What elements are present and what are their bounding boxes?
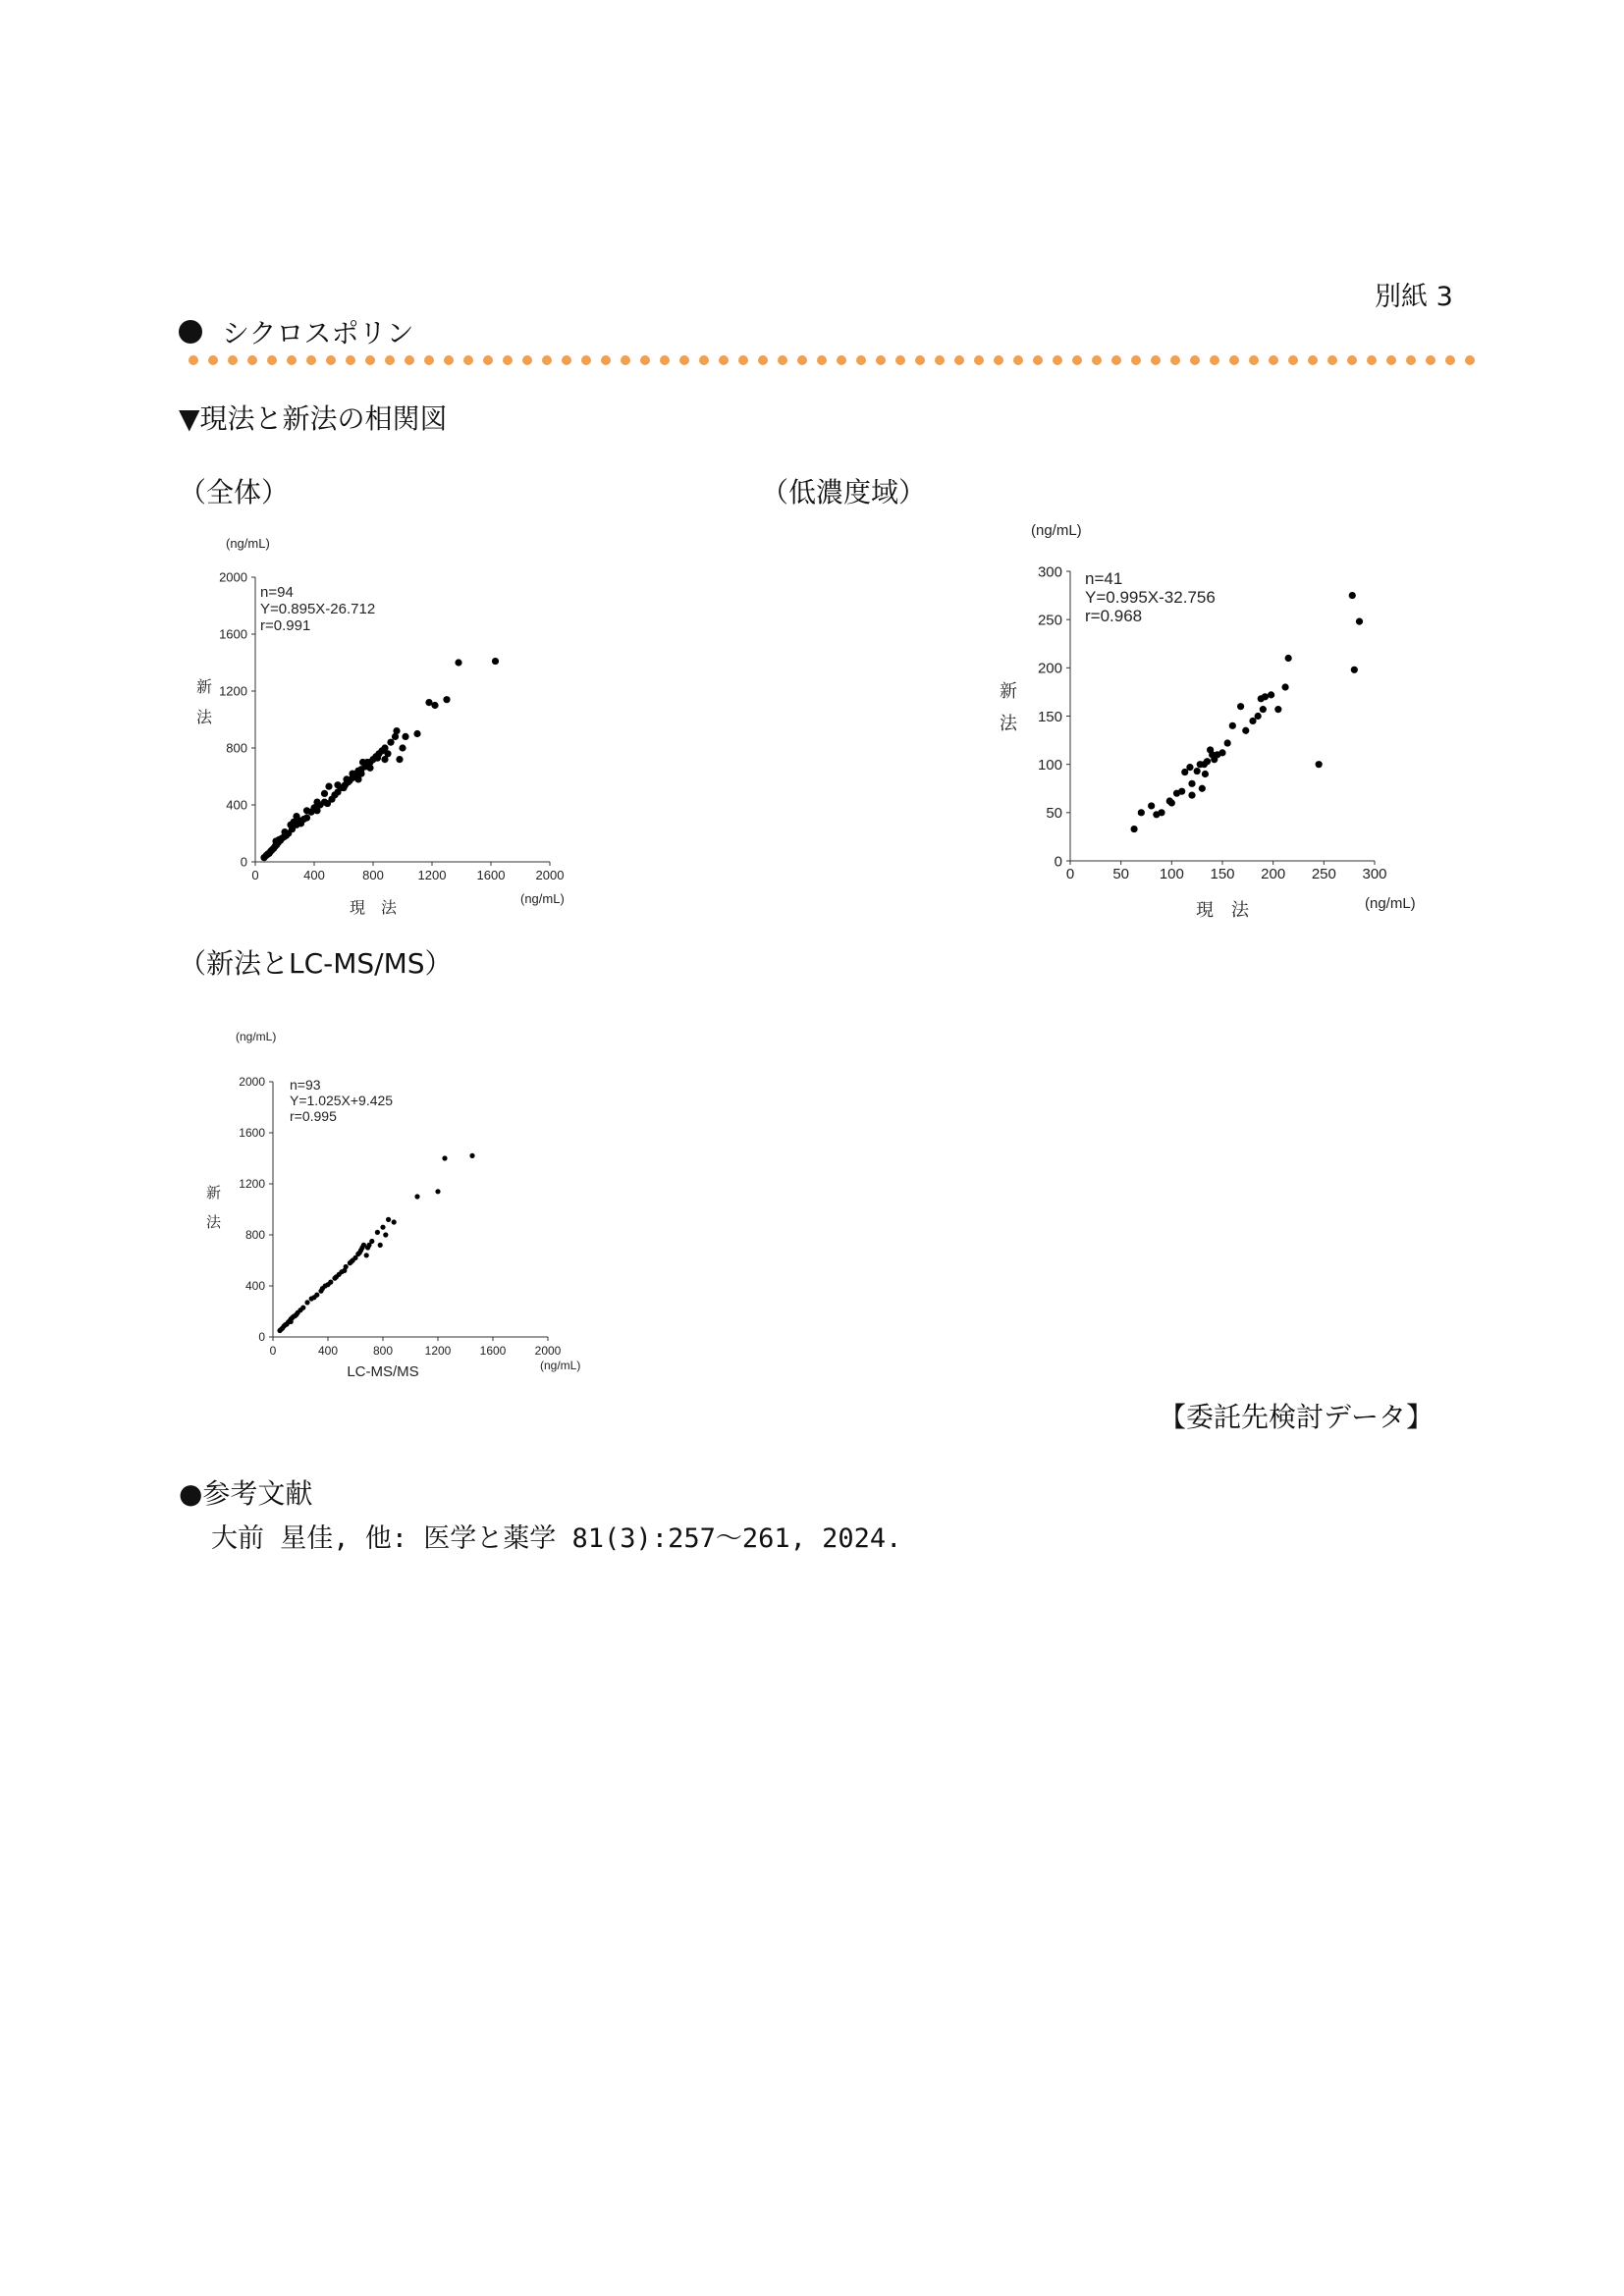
data-point: [289, 1319, 294, 1324]
divider-dot: [1367, 355, 1377, 365]
x-tick-label: 300: [1362, 866, 1387, 882]
data-point: [334, 1274, 339, 1279]
divider-dot: [1229, 355, 1239, 365]
data-point: [275, 836, 282, 843]
data-point: [381, 756, 388, 763]
divider-dot: [1033, 355, 1043, 365]
divider-dot: [1445, 355, 1455, 365]
x-axis-title: 現 法: [1196, 900, 1249, 920]
data-point: [1237, 703, 1244, 710]
data-point: [364, 1253, 369, 1257]
data-point: [1356, 618, 1363, 625]
section-title: [179, 312, 413, 351]
x-axis-title: 現 法: [349, 900, 398, 917]
divider-dot: [837, 355, 846, 365]
divider-dot: [542, 355, 552, 365]
panel-label-overall: （全体）: [179, 476, 290, 508]
data-point: [349, 1259, 353, 1264]
x-tick-label: 2000: [535, 868, 565, 882]
annex-label: 別紙 3: [1375, 282, 1453, 312]
y-tick-label: 800: [244, 1228, 265, 1243]
data-point: [366, 765, 373, 772]
divider-dot: [385, 355, 395, 365]
y-tick-label: 2000: [239, 1075, 265, 1090]
divider-dot: [856, 355, 866, 365]
divider-dot: [463, 355, 473, 365]
section-title-text: シクロスポリン: [222, 317, 414, 349]
divider-dot: [1327, 355, 1337, 365]
x-tick-label: 200: [1261, 866, 1286, 882]
x-tick-label: 250: [1311, 866, 1336, 882]
regression-annotation: Y=1.025X+9.425: [290, 1093, 394, 1108]
data-point: [314, 1293, 319, 1298]
divider-dot: [699, 355, 709, 365]
data-point: [442, 1155, 447, 1160]
data-point: [304, 1300, 309, 1305]
data-point: [1168, 799, 1175, 806]
divider-dot: [228, 355, 238, 365]
divider-dot: [1013, 355, 1023, 365]
divider-dot: [1386, 355, 1396, 365]
divider-dot: [679, 355, 689, 365]
regression-annotation: r=0.991: [260, 617, 311, 634]
reference-citation: 大前 星佳, 他: 医学と薬学 81(3):257～261, 2024.: [211, 1523, 902, 1554]
data-point: [365, 1245, 370, 1250]
data-point: [392, 1219, 397, 1224]
x-tick-label: 400: [303, 868, 325, 882]
data-point: [383, 1232, 388, 1237]
divider-dot: [640, 355, 650, 365]
data-point: [1186, 764, 1193, 771]
dotted-divider: [189, 355, 1475, 369]
divider-dot: [365, 355, 375, 365]
data-point: [374, 755, 381, 762]
correlation-subheading: ▼現法と新法の相関図: [179, 402, 448, 435]
divider-dot: [738, 355, 748, 365]
divider-dot: [424, 355, 434, 365]
x-tick-label: 400: [317, 1344, 339, 1358]
data-point: [414, 1194, 419, 1199]
data-point: [342, 1268, 347, 1273]
regression-annotation: n=41: [1085, 569, 1123, 588]
data-point: [320, 1286, 325, 1291]
data-point: [328, 1280, 333, 1285]
regression-annotation: r=0.968: [1085, 607, 1143, 625]
divider-dot: [935, 355, 945, 365]
data-point: [399, 744, 406, 751]
y-tick-label: 50: [1046, 805, 1062, 823]
divider-dot: [954, 355, 964, 365]
data-point: [349, 771, 355, 777]
data-point: [1201, 761, 1208, 768]
data-point: [296, 817, 302, 824]
data-point: [378, 1243, 383, 1248]
data-point: [303, 807, 310, 814]
divider-dot: [1308, 355, 1318, 365]
divider-dot: [483, 355, 493, 365]
data-point: [1274, 706, 1281, 713]
data-point: [375, 1230, 380, 1235]
divider-dot: [1151, 355, 1161, 365]
data-point: [1316, 761, 1323, 768]
data-point: [357, 771, 364, 777]
x-tick-label: 1600: [476, 868, 506, 882]
data-point: [431, 702, 438, 709]
x-axis-title: LC-MS/MS: [347, 1363, 419, 1380]
divider-dot: [1190, 355, 1200, 365]
data-point: [1349, 592, 1356, 599]
divider-dot: [1426, 355, 1435, 365]
divider-dot: [1111, 355, 1121, 365]
divider-dot: [974, 355, 984, 365]
data-point: [343, 775, 350, 782]
y-tick-label: 100: [1037, 756, 1062, 774]
x-unit-label: (ng/mL): [1365, 895, 1416, 912]
divider-dot: [817, 355, 827, 365]
y-axis-title: 新法: [196, 679, 213, 726]
scatter-chart-overall: [187, 530, 609, 933]
data-point: [469, 1153, 474, 1158]
divider-dot: [405, 355, 414, 365]
divider-dot: [1465, 355, 1475, 365]
divider-dot: [1092, 355, 1102, 365]
data-point: [1281, 683, 1288, 690]
regression-annotation: n=93: [290, 1077, 321, 1093]
divider-dot: [581, 355, 591, 365]
data-point: [303, 814, 310, 821]
y-axis-title: 新法: [206, 1185, 222, 1231]
divider-dot: [719, 355, 729, 365]
x-tick-label: 2000: [534, 1344, 562, 1358]
divider-dot: [876, 355, 886, 365]
data-point: [443, 696, 450, 703]
data-point: [1158, 809, 1164, 816]
regression-annotation: r=0.995: [290, 1108, 337, 1124]
x-tick-label: 800: [362, 868, 384, 882]
data-point: [1131, 826, 1138, 832]
y-tick-label: 2000: [219, 569, 247, 585]
x-tick-label: 0: [269, 1344, 277, 1358]
scatter-chart-low-range: [982, 515, 1424, 928]
data-point: [1148, 802, 1155, 809]
data-point: [393, 727, 400, 734]
data-point: [313, 799, 320, 806]
x-tick-label: 800: [372, 1344, 394, 1358]
data-point: [1138, 809, 1145, 816]
data-point: [1268, 691, 1274, 698]
divider-dot: [267, 355, 277, 365]
x-tick-label: 1600: [479, 1344, 507, 1358]
x-tick-label: 0: [251, 868, 259, 882]
data-point: [1351, 667, 1358, 673]
divider-dot: [346, 355, 355, 365]
divider-dot: [1210, 355, 1219, 365]
data-point: [1188, 792, 1195, 799]
divider-dot: [1406, 355, 1416, 365]
y-unit-label: (ng/mL): [226, 536, 270, 551]
divider-dot: [1288, 355, 1298, 365]
data-point: [387, 739, 394, 746]
y-tick-label: 150: [1037, 708, 1062, 725]
divider-dot: [1269, 355, 1278, 365]
x-tick-label: 100: [1159, 866, 1184, 882]
data-point: [281, 828, 288, 835]
divider-dot: [1170, 355, 1180, 365]
data-point: [294, 1312, 298, 1317]
x-tick-label: 150: [1210, 866, 1235, 882]
scatter-chart-lcms: [187, 1021, 609, 1384]
data-point: [1202, 771, 1209, 777]
divider-dot: [758, 355, 768, 365]
regression-annotation: n=94: [260, 584, 294, 601]
x-unit-label: (ng/mL): [540, 1359, 581, 1372]
data-point: [1260, 706, 1267, 713]
y-tick-label: 1600: [239, 1126, 265, 1141]
y-tick-label: 400: [226, 797, 247, 813]
data-point: [1178, 788, 1185, 795]
data-point: [1218, 749, 1225, 756]
panel-label-low-range: （低濃度域）: [761, 476, 927, 508]
bullet-icon: [179, 320, 202, 344]
data-point: [1224, 739, 1231, 746]
y-tick-label: 400: [244, 1279, 265, 1294]
divider-dot: [778, 355, 787, 365]
data-point: [380, 1225, 385, 1230]
data-point: [413, 730, 420, 737]
data-credit: 【委託先検討データ】: [1159, 1401, 1435, 1433]
divider-dot: [247, 355, 257, 365]
regression-annotation: Y=0.895X-26.712: [260, 601, 376, 617]
y-tick-label: 0: [258, 1330, 265, 1345]
x-tick-label: 0: [1065, 866, 1075, 882]
divider-dot: [915, 355, 925, 365]
divider-dot: [1131, 355, 1141, 365]
data-point: [334, 781, 341, 788]
x-tick-label: 1200: [424, 1344, 452, 1358]
data-point: [290, 819, 297, 826]
data-point: [1199, 785, 1206, 792]
y-tick-label: 0: [240, 854, 247, 870]
divider-dot: [601, 355, 611, 365]
divider-dot: [797, 355, 807, 365]
y-tick-label: 300: [1037, 563, 1062, 581]
y-tick-label: 1200: [219, 683, 247, 699]
y-tick-label: 800: [226, 740, 247, 756]
data-point: [1242, 727, 1249, 734]
data-point: [1188, 780, 1195, 787]
data-point: [369, 1239, 374, 1244]
data-point: [492, 658, 499, 665]
data-point: [1194, 768, 1201, 774]
divider-dot: [1053, 355, 1062, 365]
data-point: [455, 659, 461, 666]
y-unit-label: (ng/mL): [236, 1030, 277, 1043]
divider-dot: [444, 355, 454, 365]
y-tick-label: 1600: [219, 626, 247, 642]
data-point: [402, 733, 408, 740]
data-point: [396, 756, 403, 763]
data-point: [1229, 722, 1236, 729]
x-unit-label: (ng/mL): [520, 891, 565, 906]
data-point: [325, 783, 332, 790]
divider-dot: [1249, 355, 1259, 365]
regression-annotation: Y=0.995X-32.756: [1085, 588, 1216, 607]
data-point: [1285, 655, 1292, 662]
y-tick-label: 0: [1054, 853, 1062, 871]
data-point: [300, 1306, 305, 1310]
panel-label-lcms: （新法とLC-MS/MS）: [179, 947, 453, 980]
data-point: [435, 1189, 440, 1194]
divider-dot: [208, 355, 218, 365]
divider-dot: [287, 355, 297, 365]
data-point: [1258, 695, 1265, 702]
x-tick-label: 50: [1112, 866, 1130, 882]
data-point: [321, 790, 328, 797]
divider-dot: [562, 355, 571, 365]
divider-dot: [503, 355, 513, 365]
divider-dot: [189, 355, 198, 365]
y-tick-label: 250: [1037, 612, 1062, 629]
references-heading: ●参考文献: [179, 1477, 313, 1510]
data-point: [1255, 713, 1262, 720]
divider-dot: [994, 355, 1003, 365]
divider-dot: [621, 355, 630, 365]
data-point: [357, 1251, 362, 1255]
divider-dot: [660, 355, 670, 365]
x-tick-label: 1200: [417, 868, 447, 882]
y-tick-label: 200: [1037, 660, 1062, 677]
data-point: [386, 1217, 391, 1222]
divider-dot: [1347, 355, 1357, 365]
divider-dot: [522, 355, 532, 365]
divider-dot: [895, 355, 905, 365]
y-tick-label: 1200: [239, 1177, 265, 1192]
divider-dot: [306, 355, 316, 365]
y-unit-label: (ng/mL): [1031, 522, 1082, 539]
divider-dot: [1072, 355, 1082, 365]
y-axis-title: 新法: [1000, 681, 1017, 733]
divider-dot: [326, 355, 336, 365]
